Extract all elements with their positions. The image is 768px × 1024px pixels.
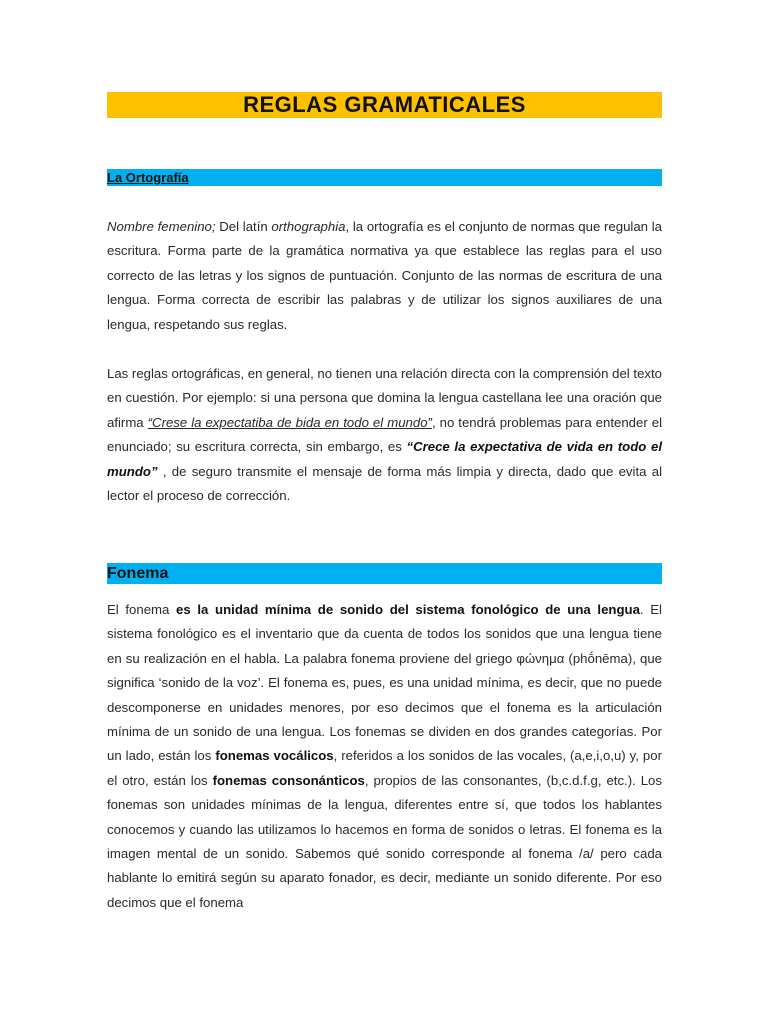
section-heading-fonema: Fonema (107, 565, 169, 582)
text-fonema-d: , propios de las consonantes, (b,c.d.f.g, etc.). Los fonemas son unidades mínimas de la lengua, diferentes entre sí, que todos los hablantes conocemos y cuando las utilizamos lo hacemos en forma de sonidos o letras. El fonema es la imagen mental de un sonido. Sabemos qué sonido corresponde al fonema /a/ pero cada hablante lo emitirá según su aparato fonador, es decir, mediante un sonido diferente. Por eso decimos que el fonema (107, 772, 662, 910)
text-example-c: , de seguro transmite el mensaje de forma más limpia y directa, dado que evita al lector el proceso de corrección. (107, 463, 662, 504)
text-fonema-definition: es la unidad mínima de sonido del sistema fonológico de una lengua (176, 602, 640, 617)
text-fonemas-consonanticos: fonemas consonánticos (212, 772, 365, 788)
text-nombre-femenino: Nombre femenino; (107, 219, 216, 234)
text-fonemas-vocalicos: fonemas vocálicos (215, 748, 334, 764)
document-title: REGLAS GRAMATICALES (243, 92, 526, 117)
section-heading-bar-ortografia (107, 169, 662, 186)
text-definition-rest: , la ortografía es el conjunto de normas que regulan la escritura. Forma parte de la gramática normativa ya que establece las reglas para el uso correcto de las letras y los signos de puntuación. Conjunto de las normas de escritura de una lengua. Forma correcta de escribir las palabras y de utilizar los signos auxiliares de una lengua, respetando sus reglas. (107, 219, 662, 332)
paragraph-ortografia-example (107, 362, 662, 508)
paragraph-ortografia-definition (107, 215, 662, 337)
text-example-wrong: “Crese la expectatiba de bida en todo el mundo” (147, 414, 432, 430)
section-heading-ortografia: La Ortografía (107, 170, 189, 185)
text-del-latin: Del latín (215, 219, 272, 234)
text-fonema-b: . El sistema fonológico es el inventario que da cuenta de todos los sonidos que una lengua tiene en su realización en el habla. La palabra fonema proviene del griego φώνημα (phṓnēma), que significa ‘sonido de la voz’. El fonema es, pues, es una unidad mínima, es decir, que no puede descomponerse en unidades menores, por eso decimos que el fonema es la articulación mínima de un sonido de una lengua. Los fonemas se dividen en dos grandes categorías. Por un lado, están los (107, 602, 662, 764)
text-fonema-a: El fonema (107, 602, 177, 617)
text-fonema-c: , referidos a los sonidos de las vocales, (a,e,i,o,u) y, por el otro, están los (107, 748, 662, 788)
text-example-a: Las reglas ortográficas, en general, no tienen una relación directa con la comprensión del texto en cuestión. Por ejemplo: si una persona que domina la lengua castellana lee una oración que afirma (107, 366, 662, 430)
section-heading-bar-fonema (107, 563, 662, 584)
text-example-b: , no tendrá problemas para entender el enunciado; su escritura correcta, sin embargo, es (107, 414, 663, 455)
text-orthographia: orthographia (271, 219, 346, 234)
document-title-bar (107, 92, 662, 118)
paragraph-fonema (107, 598, 662, 915)
text-example-right: “Crece la expectativa de vida en todo el mundo” (107, 439, 662, 479)
